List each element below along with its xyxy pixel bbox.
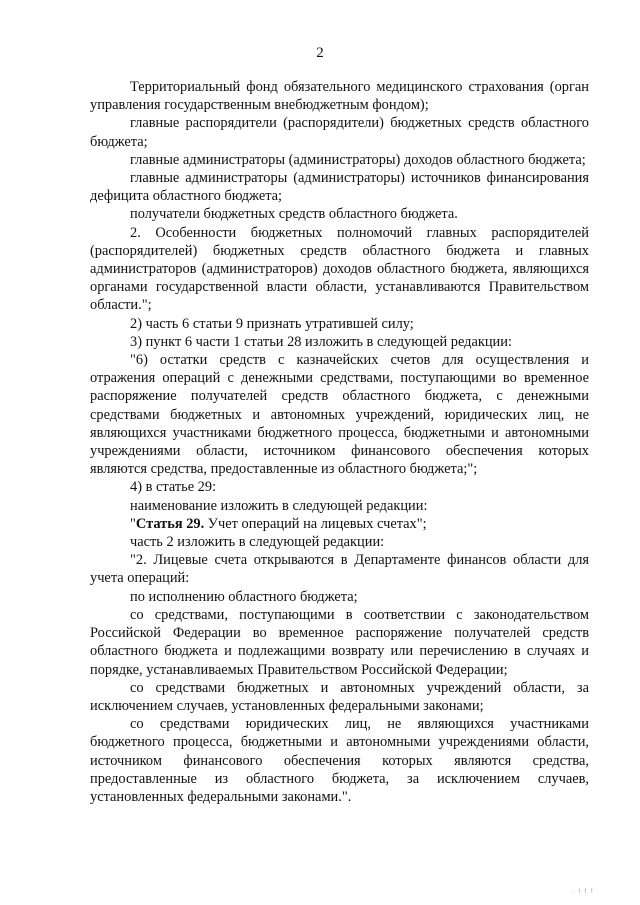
paragraph: главные администраторы (администраторы) источников финансирования дефицита областного бюджета; (90, 170, 589, 205)
paragraph: со средствами бюджетных и автономных учреждений области, за исключением случаев, установленных федеральными законами; (90, 679, 589, 714)
paragraph: 4) в статье 29: (130, 479, 217, 496)
paragraph: по исполнению областного бюджета; (130, 588, 358, 605)
paragraph: главные администраторы (администраторы) доходов областного бюджета; (130, 151, 586, 168)
footer-mark: . ! ! ! (572, 888, 594, 895)
paragraph: со средствами, поступающими в соответствии с законодательством Российской Федерации во временное распоряжение получателей средств областного бюджета и подлежащими возврату или перечислению в случаях и порядке, устанавливаемых Правительством Российской Федерации; (90, 606, 589, 678)
paragraph: 3) пункт 6 части 1 статьи 28 изложить в следующей редакции: (130, 333, 512, 350)
heading-article-title: Учет операций на лицевых счетах"; (204, 515, 427, 532)
paragraph: наименование изложить в следующей редакции: (130, 497, 428, 514)
article-heading (90, 515, 589, 533)
heading-open-quote: " (130, 515, 136, 532)
paragraph: Территориальный фонд обязательного медицинского страхования (орган управления государственным внебюджетным фондом); (90, 79, 589, 114)
paragraph: "6) остатки средств с казначейских счетов для осуществления и отражения операций с денежными средствами, поступающими во временное распоряжение получателей средств областного бюджета, с денежными средствами бюджетных и автономных учреждений, юридических лиц, не являющихся участниками бюджетного процесса, бюджетными и автономными учреждениями области, источником финансового обеспечения которых являются средства, предоставленные из областного бюджета;"; (90, 352, 589, 478)
page-number: 2 (316, 45, 324, 61)
document-body (90, 78, 589, 806)
paragraph: "2. Лицевые счета открываются в Департаменте финансов области для учета операций: (90, 552, 589, 587)
heading-article-number: Статья 29. (135, 515, 205, 532)
paragraph: 2) часть 6 статьи 9 признать утратившей силу; (130, 315, 414, 332)
paragraph: 2. Особенности бюджетных полномочий главных распорядителей (распорядителей) бюджетных средств областного бюджета и главных администраторов (администраторов) доходов областного бюджета, являющихся органами государственной власти области, устанавливаются Правительством области."; (90, 224, 589, 314)
paragraph: главные распорядители (распорядители) бюджетных средств областного бюджета; (90, 115, 589, 150)
paragraph: со средствами юридических лиц, не являющихся участниками бюджетного процесса, бюджетными и автономными учреждениями области, источником финансового обеспечения которых являются средства, предоставленные из областного бюджета, за исключением случаев, установленных федеральными законами.". (90, 716, 589, 805)
paragraph: часть 2 изложить в следующей редакции: (130, 534, 385, 551)
paragraph: получатели бюджетных средств областного бюджета. (130, 206, 458, 223)
